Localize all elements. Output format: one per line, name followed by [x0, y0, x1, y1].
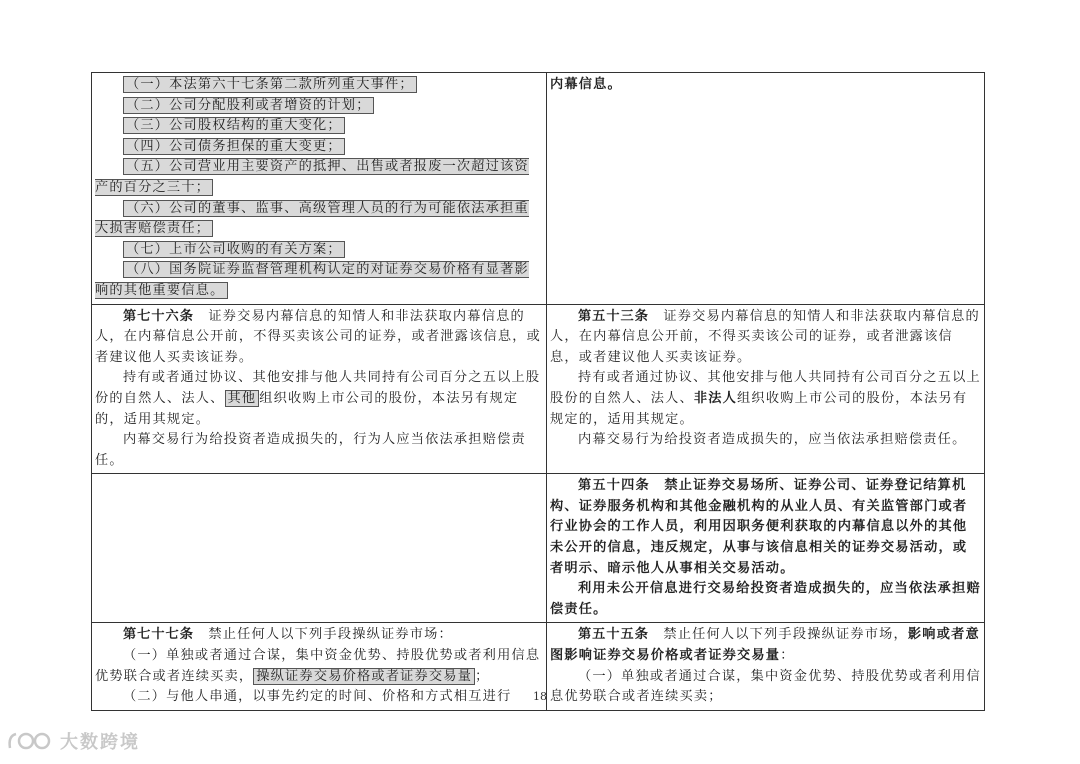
bold-text: 非法人	[693, 390, 738, 406]
paragraph	[95, 307, 543, 369]
paragraph-text: 持有或者通过协议、其他安排与他人共同持有公司百分之五以上股份的自然人、法人、	[550, 370, 981, 406]
list-item: （七）上市公司收购的有关方案；	[123, 241, 345, 258]
paragraph: 内幕信息。	[550, 77, 622, 92]
paragraph: 内幕交易行为给投资者造成损失的，行为人应当依法承担赔偿责任。	[95, 432, 526, 468]
article-number: 第七十六条	[123, 308, 194, 324]
highlighted-text: 操纵证券交易价格或者证券交易量	[253, 668, 475, 685]
paragraph	[550, 368, 981, 430]
table-row	[92, 304, 985, 474]
paragraph-text: 组织收购上市公司的股份，本法另有规定的，适用其规定。	[95, 390, 519, 427]
list-item: （四）公司债务担保的重大变更；	[123, 138, 345, 155]
paragraph-text: 禁止任何人以下列手段操纵证券市场：	[208, 627, 453, 643]
paragraph-text: 持有或者通过协议、其他安排与他人共同持有公司百分之五以上股份的自然人、法人、	[95, 370, 541, 406]
comparison-table	[91, 72, 985, 711]
paragraph-text: （一）单独或者通过合谋，集中资金优势、持股优势或者利用信息优势联合或者连续买卖，	[95, 648, 541, 684]
paragraph-text: 证券交易内幕信息的知情人和非法获取内幕信息的人，在内幕信息公开前，不得买卖该公司的证券，或者泄露该信息，或者建议他人买卖该证券。	[95, 308, 542, 365]
list-item: （八）国务院证券监督管理机构认定的对证券交易价格有显著影响的其他重要信息。	[95, 262, 529, 298]
bold-text: 影响或者意图影响证券交易价格或者证券交易量	[550, 627, 980, 664]
left-cell-empty	[92, 474, 547, 623]
paragraph-text: ；	[475, 668, 490, 684]
watermark	[6, 728, 140, 754]
list-item: （二）公司分配股利或者增资的计划；	[123, 97, 374, 114]
left-cell	[92, 73, 547, 305]
highlighted-text: 其他	[225, 390, 260, 407]
article-number: 第五十三条	[578, 308, 649, 324]
right-cell	[547, 73, 985, 305]
paragraph	[550, 625, 981, 666]
right-cell	[547, 474, 985, 623]
paragraph	[95, 368, 543, 430]
paragraph: 内幕交易行为给投资者造成损失的，应当依法承担赔偿责任。	[578, 432, 967, 448]
left-cell	[92, 304, 547, 474]
paragraph-text: 证券交易内幕信息的知情人和非法获取内幕信息的人，在内幕信息公开前，不得买卖该公司的证券，或者泄露该信息，或者建议他人买卖该证券。	[550, 308, 980, 365]
paragraph: 利用未公开信息进行交易给投资者造成损失的，应当依法承担赔偿责任。	[550, 581, 981, 617]
article-number: 第五十五条	[578, 627, 649, 643]
paragraph: （二）与他人串通，以事先约定的时间、价格和方式相互进行	[123, 689, 512, 705]
paragraph: （一）单独或者通过合谋，集中资金优势、持股优势或者利用信息优势联合或者连续买卖；	[550, 668, 981, 705]
table-row	[92, 73, 985, 305]
paragraph	[95, 625, 543, 646]
right-cell	[547, 304, 985, 474]
paragraph-text: 组织收购上市公司的股份，本法另有规定的，适用其规定。	[550, 390, 968, 427]
article-number: 第七十七条	[123, 627, 194, 643]
paragraph	[95, 646, 543, 687]
list-item: （一）本法第六十七条第二款所列重大事件；	[123, 76, 417, 93]
watermark-logo-icon	[6, 730, 54, 752]
paragraph-text: ：	[780, 648, 795, 664]
paragraph: 第五十四条 禁止证券交易场所、证券公司、证券登记结算机构、证券服务机构和其他金融机构的从业人员、有关监管部门或者行业协会的工作人员，利用因职务便利获取的内幕信息以外的其他未公开的信息，违反规定，从事与该信息相关的证券交易活动，或者明示、暗示他人从事相关交易活动。	[550, 478, 968, 576]
paragraph-text: 禁止任何人以下列手段操纵证券市场，	[663, 627, 908, 643]
page-number: 18	[533, 690, 547, 703]
paragraph	[550, 307, 981, 369]
watermark-text: 大数跨境	[60, 732, 140, 753]
table-row	[92, 474, 985, 623]
list-item: （六）公司的董事、监事、高级管理人员的行为可能依法承担重大损害赔偿责任；	[95, 200, 529, 237]
list-item: （五）公司营业用主要资产的抵押、出售或者报废一次超过该资产的百分之三十；	[95, 159, 529, 195]
list-item: （三）公司股权结构的重大变化；	[123, 117, 345, 134]
